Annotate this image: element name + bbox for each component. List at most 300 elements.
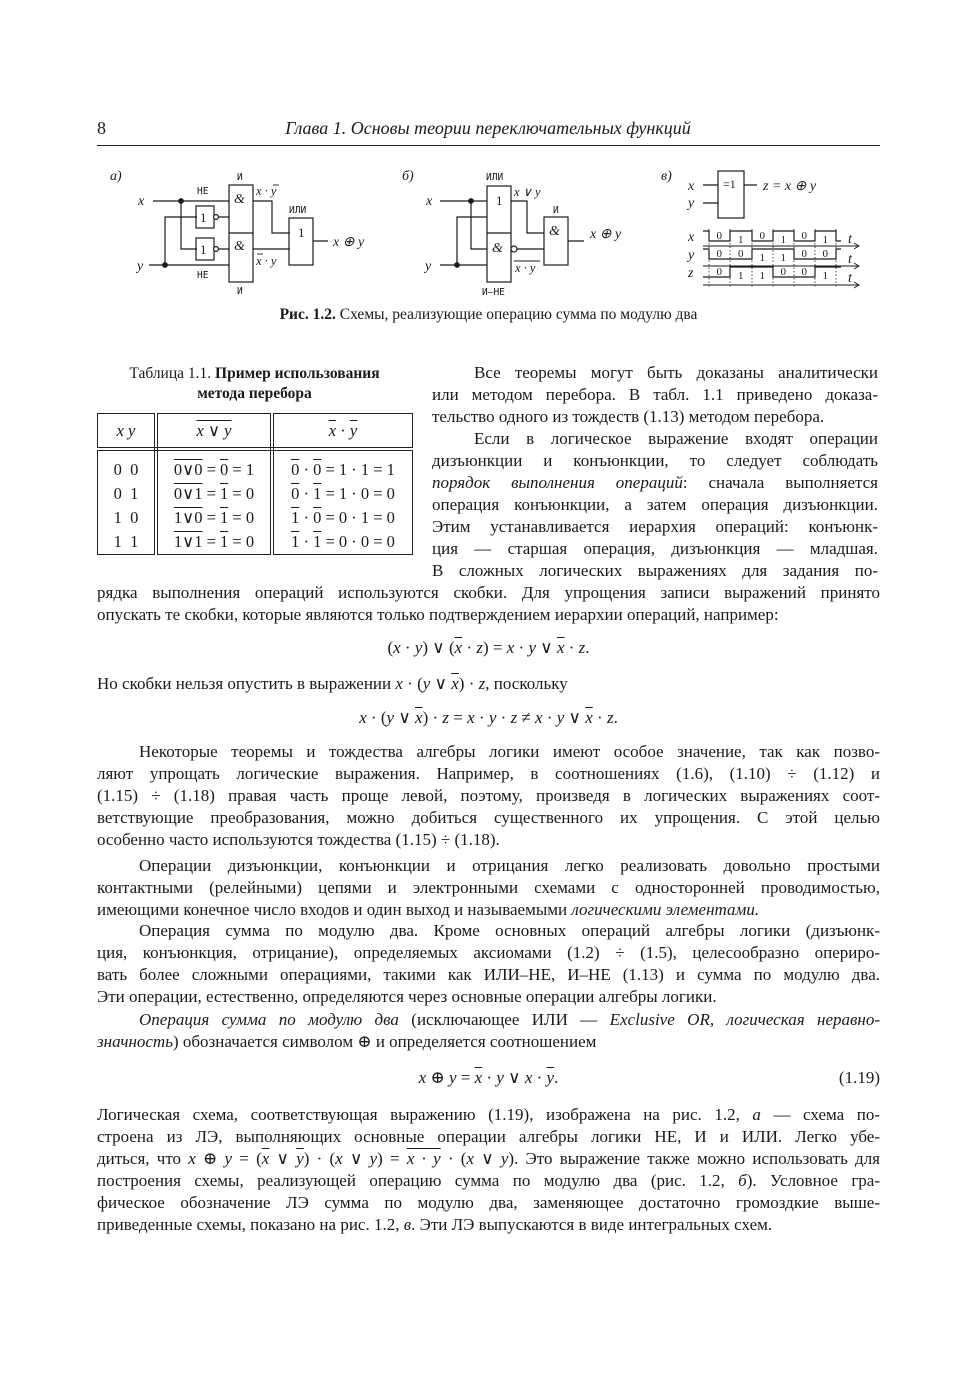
italic-text: в — [403, 1215, 412, 1234]
not-symbol: 1 — [200, 242, 207, 257]
text-segment: · — [532, 1068, 547, 1087]
xy-cell: 1 1 — [113, 532, 139, 551]
text-line — [97, 604, 880, 626]
inversion-bubble — [214, 247, 219, 252]
term-x-or-y: x ∨ y — [514, 185, 541, 199]
overlined-term: 1 — [220, 508, 229, 527]
table-body-row — [98, 449, 413, 555]
header-cell — [272, 414, 413, 450]
xy-cell: 0 1 — [113, 484, 139, 503]
overlined-term: $\overline{x}$ — [451, 674, 459, 693]
text-segment: ) · — [422, 708, 443, 727]
overlined-term: $\overline{y}$ — [546, 1068, 555, 1087]
text-segment: ⊕ — [195, 1149, 225, 1168]
overlined-term: $\overline{x}$ — [585, 708, 593, 727]
and-gates-block — [229, 185, 253, 282]
output-label: x ⊕ y — [590, 227, 622, 242]
wires-b-out — [511, 201, 584, 249]
table-cell — [162, 530, 266, 554]
italic-text: б — [738, 1171, 747, 1190]
bit-value: 0 — [801, 248, 807, 260]
text-segment: ⊕ — [426, 1068, 449, 1087]
table-cell — [278, 482, 408, 506]
input-y-label: y — [137, 259, 144, 274]
and-symbol: & — [549, 224, 560, 239]
text-line — [97, 582, 880, 604]
text-segment: ветствующие преобразования, можно добиться существенного их упрощения. С этой целью — [97, 808, 880, 827]
waveform-y — [703, 249, 841, 259]
text-segment: · — [400, 638, 415, 657]
text-segment: ∨ — [430, 674, 452, 693]
text-segment: = 1 · 0 = 0 — [321, 484, 395, 503]
text-segment: вать более сложными операциями, такими как ИЛИ–НЕ, И–НЕ (1.13) и сумма по модулю два. — [97, 965, 880, 984]
wires-b — [440, 201, 487, 265]
italic-text: y — [500, 1149, 509, 1168]
not-gate-bottom — [196, 238, 214, 260]
text-segment: ). Условное гра- — [746, 1171, 880, 1190]
italic-text: x — [395, 674, 403, 693]
or-gate — [289, 218, 313, 265]
text-segment: особенно часто используются тождества (1.15) ÷ (1.18). — [97, 830, 500, 849]
input-x-label: x — [138, 194, 145, 209]
term-not-x-and-y: x · y — [256, 254, 277, 268]
schematic-c — [661, 169, 859, 288]
text-segment: ∨ — [394, 708, 416, 727]
table-header-row — [98, 414, 413, 450]
text-segment: ∨ — [473, 1149, 501, 1168]
italic-text: x — [359, 708, 367, 727]
italic-text: z — [476, 638, 483, 657]
italic-text: логическими элементами. — [571, 900, 760, 919]
text-line — [97, 829, 880, 851]
overlined-term: 1 — [291, 532, 300, 551]
italic-text: значность — [97, 1032, 173, 1051]
page-number: 8 — [97, 118, 106, 138]
italic-text: x — [393, 638, 401, 657]
paragraph-order-cont — [97, 582, 880, 626]
overlined-term: $\overline{x}$ — [556, 638, 565, 657]
text-segment: = 0 — [228, 532, 255, 551]
table-cell — [162, 458, 266, 482]
or-label: ИЛИ — [486, 172, 504, 183]
italic-text: x — [466, 1149, 474, 1168]
table-cell — [278, 506, 408, 530]
overlined-term: x · y — [406, 1149, 441, 1168]
text-segment: · — [542, 708, 557, 727]
text-segment: тельство одного из тождеств (1.13) методом перебора. — [432, 407, 825, 426]
and-label: И — [237, 172, 243, 183]
time-axis-arrow — [703, 263, 859, 269]
overlined-term: 0 — [220, 460, 229, 479]
bold-text: Операция сумма по модулю два. — [139, 921, 419, 940]
text-line — [97, 673, 880, 695]
text-line — [432, 472, 878, 494]
text-line — [432, 362, 878, 384]
italic-text: x — [335, 1149, 343, 1168]
text-segment: , — [709, 1010, 727, 1029]
text-segment: ляют упрощать логические выражения. Например, в соотношениях (1.6), (1.10) ÷ (1.12) и — [97, 764, 880, 783]
label-b: б) — [402, 169, 414, 184]
text-segment: , поскольку — [485, 674, 568, 693]
text-line — [97, 1148, 880, 1170]
not-gate-top — [196, 206, 214, 228]
text-segment: · ( — [402, 674, 423, 693]
or-nand-block — [487, 186, 511, 282]
text-segment: ) · — [458, 674, 479, 693]
bit-value: 1 — [822, 234, 828, 246]
text-segment: Операции дизъюнкции, конъюнкции и отрицания легко реализовать довольно простыми — [139, 856, 880, 875]
bit-value: 0 — [716, 266, 722, 278]
text-segment: фическое обозначение ЛЭ сумма по модулю два, заменяющее достаточно громоздкие выше- — [97, 1193, 880, 1212]
text-segment: · — [564, 638, 579, 657]
italic-text: z — [442, 708, 450, 727]
text-line — [432, 538, 878, 560]
italic-text: x — [188, 1149, 196, 1168]
text-line — [97, 899, 880, 921]
italic-text: логическая неравно- — [726, 1010, 880, 1029]
text-line — [97, 1104, 880, 1126]
text-segment: ∨ — [536, 638, 557, 657]
overlined-term: 0 — [291, 484, 300, 503]
italic-text: z — [510, 708, 518, 727]
text-segment: · — [462, 638, 477, 657]
wires-a — [149, 201, 229, 265]
italic-text: y — [224, 1149, 233, 1168]
italic-text: Операция сумма по модулю два — [139, 1010, 399, 1029]
and-label: И — [553, 205, 559, 216]
italic-text: y — [422, 674, 431, 693]
text-line — [97, 964, 880, 986]
text-segment: ) = — [482, 638, 507, 657]
text-segment: . — [554, 1068, 559, 1087]
overlined-term: $\overline{x}$ — [454, 638, 463, 657]
figure-caption — [97, 306, 880, 324]
overlined-term: $\overline{x}$ — [261, 1149, 270, 1168]
xor-gate — [718, 171, 744, 218]
bit-value: 1 — [780, 252, 786, 264]
overlined-term: 0∨0 — [173, 460, 203, 479]
output-label: x ⊕ y — [333, 235, 365, 250]
xy-column — [98, 449, 157, 555]
italic-text: y — [488, 708, 497, 727]
bit-value: 0 — [801, 266, 807, 278]
input-x-label: x — [426, 194, 433, 209]
bit-value: 0 — [716, 248, 722, 260]
or-symbol: 1 — [496, 193, 503, 208]
signal-label: z — [688, 266, 694, 281]
text-segment: диться, что — [97, 1149, 189, 1168]
text-line — [97, 1031, 880, 1053]
equation-2 — [97, 707, 880, 729]
text-segment: Кроме основных операций алгебры логики (дизъюнк- — [418, 921, 880, 940]
xy-cell: 1 0 — [113, 508, 139, 527]
text-segment: . Эти ЛЭ выпускаются в виде интегральных схем. — [411, 1215, 773, 1234]
text-line — [432, 494, 878, 516]
text-line — [97, 741, 880, 763]
italic-text: x — [535, 708, 543, 727]
text-segment: (исключающее ИЛИ — — [398, 1010, 610, 1029]
text-segment: ция, конъюнкция, отрицание), определяемых аксиомами (1.2) ÷ (1.5), целесообразно опериро- — [97, 943, 880, 962]
term-nand-xy: x · y — [515, 261, 536, 275]
bit-value: 0 — [759, 230, 765, 242]
waveform-z — [703, 267, 841, 277]
text-line — [97, 707, 880, 729]
and-symbol: & — [234, 239, 245, 254]
text-segment: ( — [387, 638, 394, 657]
table-cell — [278, 458, 408, 482]
text-segment: = — [202, 484, 221, 503]
table-cell — [162, 506, 266, 530]
table-caption-title: Пример использования — [215, 365, 380, 382]
not-label: НЕ — [197, 186, 209, 197]
time-label: t — [848, 252, 852, 267]
text-line — [432, 450, 878, 472]
text-segment: · — [299, 532, 314, 551]
overlined-term: 0∨1 — [173, 484, 203, 503]
text-line — [97, 785, 880, 807]
equation-1 — [97, 637, 880, 659]
text-segment: · ( — [440, 1149, 467, 1168]
signal-label: y — [688, 248, 695, 263]
text-segment: ∨ — [503, 1068, 525, 1087]
bit-value: 0 — [801, 230, 807, 242]
italic-text: z — [478, 674, 486, 693]
schematic-b — [402, 169, 622, 298]
junction-dot — [455, 263, 460, 268]
paragraph-order — [432, 428, 878, 582]
label-c: в) — [661, 169, 672, 184]
overlined-term: $\overline{y}$ — [349, 420, 358, 440]
text-segment: Если в логическое выражение входят операции — [474, 429, 878, 448]
table-cell — [162, 482, 266, 506]
overlined-term: $\overline{x}$ — [474, 1068, 483, 1087]
input-y-label: y — [425, 259, 432, 274]
overlined-term: 1 — [313, 532, 322, 551]
schematic-a — [110, 169, 365, 297]
text-segment: · ( — [366, 708, 387, 727]
text-segment: Но скобки нельзя опустить в выражении — [97, 674, 396, 693]
paragraph-operations — [97, 855, 880, 921]
text-segment: (1.15) ÷ (1.18) правая часть проще левой, поэтому, произведя в логических выражениях соот- — [97, 786, 880, 805]
bit-value: 0 — [822, 248, 828, 260]
inversion-bubble — [511, 246, 517, 252]
junction-dot — [163, 263, 168, 268]
or-symbol: 1 — [298, 225, 305, 240]
text-segment: = — [202, 508, 221, 527]
time-axis-arrow — [703, 243, 859, 249]
and-symbol: & — [234, 192, 245, 207]
junction-dot — [469, 199, 474, 204]
table-cell — [278, 530, 408, 554]
xor-symbol: =1 — [723, 177, 736, 191]
italic-text: y — [369, 1149, 378, 1168]
bit-value: 0 — [716, 230, 722, 242]
text-line — [97, 855, 880, 877]
text-segment: имеющими конечное число входов и один выход и называемыми — [97, 900, 572, 919]
overlined-term: $\overline{x}$ — [415, 708, 423, 727]
waveform-x — [703, 231, 841, 241]
xy-cell: 0 0 — [113, 460, 139, 479]
text-segment: Некоторые теоремы и тождества алгебры логики имеют особое значение, так как позво- — [139, 742, 880, 761]
time-label: t — [848, 232, 852, 247]
text-segment: = — [449, 708, 468, 727]
text-segment: : сначала выполняется — [682, 473, 878, 492]
italic-text: y — [386, 708, 395, 727]
text-segment: = 1 — [228, 460, 255, 479]
paragraph-xor-intro — [97, 920, 880, 1008]
italic-text: y — [414, 638, 423, 657]
overlined-term: 1 — [313, 484, 322, 503]
text-segment: = — [202, 460, 221, 479]
text-segment: или методом перебора. В табл. 1.1 приведено доказа- — [432, 385, 878, 404]
text-segment: ∨ — [564, 708, 586, 727]
not-symbol: 1 — [200, 210, 207, 225]
text-segment: ) · ( — [303, 1149, 336, 1168]
overlined-term: 1∨1 — [173, 532, 203, 551]
signal-label: x — [688, 230, 695, 245]
text-segment: = ( — [232, 1149, 262, 1168]
or-column — [156, 449, 272, 555]
figure-1-2 — [0, 0, 976, 300]
inversion-bubble — [214, 215, 219, 220]
table-caption-title-2: метода перебора — [197, 385, 312, 402]
text-line — [97, 637, 880, 659]
bit-value: 1 — [738, 234, 744, 246]
italic-text: y — [556, 708, 565, 727]
table-caption — [97, 364, 412, 404]
italic-text: x y — [116, 420, 136, 440]
running-header-title: Глава 1. Основы теории переключательных функций — [285, 118, 691, 138]
text-line — [97, 1214, 880, 1236]
table-caption-prefix: Таблица 1.1. — [129, 365, 216, 382]
overlined-term: 1 — [220, 532, 229, 551]
italic-text: y — [496, 1068, 504, 1087]
overlined-term: 0 — [291, 460, 300, 479]
text-line — [432, 384, 878, 406]
text-segment: . — [613, 708, 618, 727]
text-segment: приведенные схемы, показано на рис. 1.2, — [97, 1215, 404, 1234]
text-segment: Этим устанавливается иерархия операций: конъюнк- — [432, 517, 878, 536]
equation-number: (1.19) — [838, 1068, 880, 1087]
text-line — [97, 1170, 880, 1192]
text-line — [97, 942, 880, 964]
text-segment: Логическая схема, соответствующая выражению (1.19), изображена на рис. 1.2, — [97, 1105, 753, 1124]
header-divider — [97, 145, 880, 146]
text-segment: операция конъюнкции, а затем операция дизъюнкции. — [432, 495, 878, 514]
paragraph-schematic — [97, 1104, 880, 1236]
text-segment: ) обозначается символом ⊕ и определяется соотношением — [172, 1032, 597, 1051]
and-label: И — [237, 286, 243, 297]
italic-text: z — [606, 708, 614, 727]
overlined-term: $\overline{x}$ — [328, 420, 337, 440]
text-line — [432, 406, 878, 428]
text-segment: = 0 — [228, 508, 255, 527]
text-segment: · — [474, 708, 489, 727]
truth-table — [97, 413, 413, 555]
equation-1-19 — [97, 1067, 880, 1089]
and-gate — [544, 217, 568, 265]
overlined-term: 1 — [220, 484, 229, 503]
text-segment: опускать те скобки, которые являются только подтверждением иерархии операций, например: — [97, 605, 779, 624]
italic-text: x — [506, 638, 515, 657]
paragraph-methods — [432, 362, 878, 428]
text-segment: · — [336, 420, 350, 440]
bit-value: 1 — [780, 234, 786, 246]
and-column — [272, 449, 413, 555]
italic-text: z — [578, 638, 586, 657]
text-line — [97, 807, 880, 829]
overlined-term: x ∨ y — [196, 420, 232, 440]
overlined-term: 1 — [291, 508, 300, 527]
term-x-and-not-y: x · y — [256, 184, 277, 198]
text-segment: = 1 · 1 = 1 — [321, 460, 395, 479]
text-segment: · — [592, 708, 607, 727]
time-label: t — [848, 271, 852, 286]
text-line — [97, 986, 880, 1008]
text-line — [97, 920, 880, 942]
italic-text: x — [524, 1068, 533, 1087]
header-cell — [156, 414, 272, 450]
overlined-term: $\overline{y}$ — [296, 1149, 304, 1168]
italic-text: Exclusive OR — [609, 1010, 710, 1029]
text-segment: ) = — [377, 1149, 407, 1168]
bit-value: 1 — [759, 252, 765, 264]
italic-text: а — [752, 1105, 761, 1124]
text-segment: В сложных логических выражениях для задания по- — [432, 561, 878, 580]
text-line — [97, 1192, 880, 1214]
bit-value: 1 — [738, 270, 744, 282]
input-y-label: y — [688, 196, 695, 211]
nand-label: И–НЕ — [482, 287, 505, 298]
text-segment: ) ∨ ( — [422, 638, 455, 657]
italic-text: x — [467, 708, 475, 727]
text-line — [432, 516, 878, 538]
equation-body — [97, 1067, 880, 1089]
or-label: ИЛИ — [289, 205, 307, 216]
label-a: а) — [110, 169, 122, 184]
bit-value: 1 — [759, 270, 765, 282]
bit-value: 0 — [780, 266, 786, 278]
input-x-label: x — [688, 179, 695, 194]
text-segment: Все теоремы могут быть доказаны аналитически — [474, 363, 878, 382]
text-segment: · — [496, 708, 511, 727]
wires-c — [703, 185, 757, 203]
overlined-term: 0 — [313, 460, 322, 479]
overlined-term: 0 — [313, 508, 322, 527]
text-segment: дизъюнкции и конъюнкции, то следует соблюдать — [432, 451, 878, 470]
text-segment: ∨ — [269, 1149, 297, 1168]
paragraph-theorems — [97, 741, 880, 851]
figure-caption-text: Схемы, реализующие операцию сумма по модулю два — [335, 306, 698, 323]
text-segment: · — [482, 1068, 497, 1087]
text-segment: Эти операции, естественно, определяются через основные операции алгебры логики. — [97, 987, 717, 1006]
text-line — [432, 428, 878, 450]
text-segment: ). Это выражение также можно использовать для — [508, 1149, 880, 1168]
text-line — [97, 763, 880, 785]
text-segment: построения схемы, реализующей операцию сумма по модулю два (рис. 1.2, — [97, 1171, 739, 1190]
junction-dot — [179, 199, 184, 204]
italic-text: y — [528, 638, 536, 657]
text-segment: рядка выполнения операций используются скобки. Для упрощения записи выражений принято — [97, 583, 880, 602]
italic-text: y — [448, 1068, 457, 1087]
time-axis-arrow — [703, 282, 859, 288]
text-segment: ция — старшая операция, дизъюнкция — младшая. — [432, 539, 878, 558]
text-segment: = 0 · 1 = 0 — [321, 508, 395, 527]
text-segment: = 0 · 0 = 0 — [321, 532, 395, 551]
output-label: z = x ⊕ y — [763, 179, 817, 194]
text-line — [97, 1009, 880, 1031]
text-segment: · — [299, 460, 314, 479]
